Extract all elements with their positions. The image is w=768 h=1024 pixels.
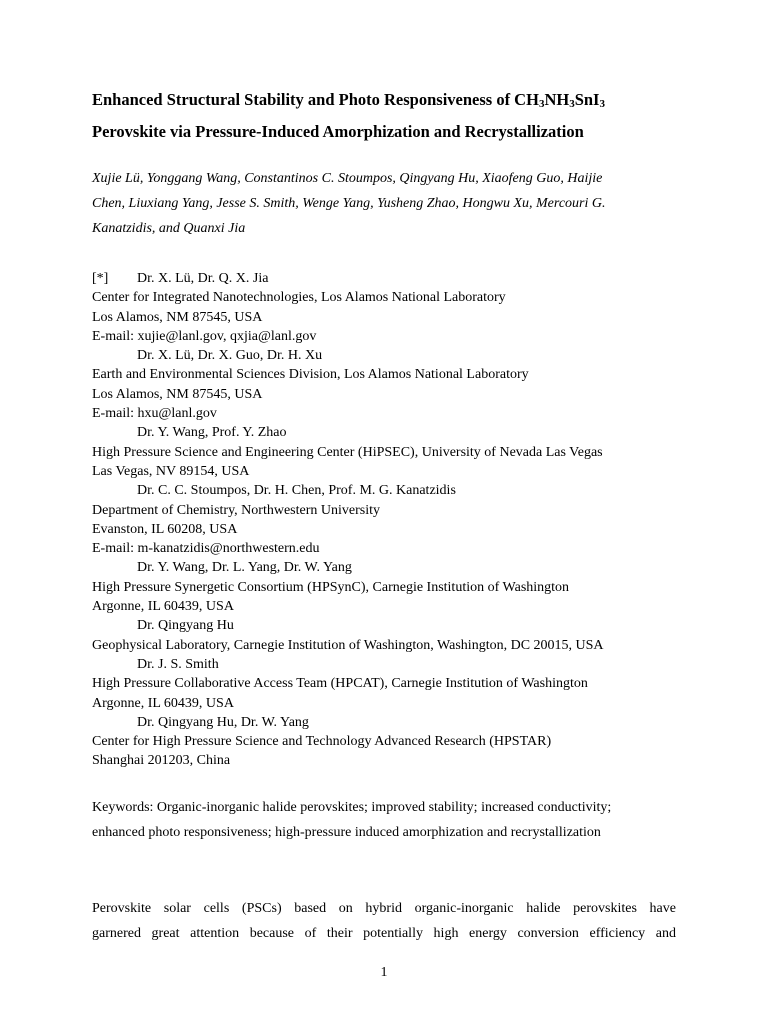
affiliation-address-line	[92, 385, 712, 404]
affiliation-text: Department of Chemistry, Northwestern University	[92, 502, 380, 518]
affiliation-text: Las Vegas, NV 89154, USA	[92, 463, 250, 479]
body-paragraph	[92, 896, 676, 946]
body-line: Perovskite solar cells (PSCs) based on hybrid organic-inorganic halide perovskites have	[92, 901, 676, 916]
affiliation-text: Los Alamos, NM 87545, USA	[92, 386, 263, 402]
affiliation-text: Dr. Y. Wang, Dr. L. Yang, Dr. W. Yang	[137, 560, 352, 576]
keywords-line: enhanced photo responsiveness; high-pressure induced amorphization and recrystallization	[92, 825, 601, 840]
formula-subscript: 3	[599, 98, 605, 110]
affiliation-names-line	[92, 616, 712, 635]
affiliation-text: High Pressure Science and Engineering Center (HiPSEC), University of Nevada Las Vegas	[92, 444, 603, 460]
affiliation-address-line	[92, 539, 712, 558]
affiliation-text: Evanston, IL 60208, USA	[92, 521, 238, 537]
affiliation-address-line	[92, 597, 712, 616]
title-line-1: Enhanced Structural Stability and Photo Responsiveness of $CH_3NH_3SnI_3$	[92, 90, 605, 110]
affiliation-names-line	[92, 346, 712, 365]
affiliation-address-line	[92, 404, 712, 423]
affiliation-address-line	[92, 674, 712, 693]
affiliation-text: Dr. Y. Wang, Prof. Y. Zhao	[137, 425, 287, 441]
affiliation-names-line	[92, 713, 712, 732]
affiliation-text: Dr. J. S. Smith	[137, 656, 219, 672]
affiliation-text: Shanghai 201203, China	[92, 753, 231, 769]
affiliation-text: Dr. Qingyang Hu, Dr. W. Yang	[137, 714, 309, 730]
affiliation-text: Center for High Pressure Science and Technology Advanced Research (HPSTAR)	[92, 734, 552, 750]
affiliation-address-line	[92, 732, 712, 751]
affiliation-text: Geophysical Laboratory, Carnegie Institution of Washington, Washington, DC 20015, USA	[92, 637, 604, 653]
affiliation-address-line	[92, 501, 712, 520]
keywords-block	[92, 795, 712, 845]
affiliation-text: Earth and Environmental Sciences Division, Los Alamos National Laboratory	[92, 367, 529, 383]
formula-subscript: 3	[538, 98, 545, 110]
affiliation-address-line	[92, 578, 712, 597]
affiliation-address-line	[92, 327, 712, 346]
affiliation-names-line	[92, 423, 712, 442]
author-list	[92, 166, 692, 241]
corresponding-marker: [*]	[92, 271, 109, 286]
title-line-2: Perovskite via Pressure-Induced Amorphization and Recrystallization	[92, 122, 584, 141]
formula-subscript: 3	[569, 98, 575, 110]
affiliation-text: Argonne, IL 60439, USA	[92, 599, 234, 615]
author-line: Chen, Liuxiang Yang, Jesse S. Smith, Wenge Yang, Yusheng Zhao, Hongwu Xu, Mercouri G.	[92, 196, 606, 211]
affiliation-text: E-mail: xujie@lanl.gov, qxjia@lanl.gov	[92, 328, 317, 344]
affiliation-text: Dr. Qingyang Hu	[137, 618, 234, 634]
affiliation-text: Dr. X. Lü, Dr. X. Guo, Dr. H. Xu	[137, 348, 323, 364]
affiliation-names-line	[92, 269, 712, 288]
affiliation-text: Center for Integrated Nanotechnologies, Los Alamos National Laboratory	[92, 290, 506, 306]
affiliation-names-line	[92, 655, 712, 674]
affiliation-text: High Pressure Collaborative Access Team (HPCAT), Carnegie Institution of Washington	[92, 676, 588, 692]
paper-title	[92, 84, 692, 148]
formula-part: SnI	[574, 90, 600, 109]
page-number: 1	[380, 965, 388, 980]
affiliation-block	[92, 269, 712, 771]
affiliation-address-line	[92, 694, 712, 713]
author-line: Xujie Lü, Yonggang Wang, Constantinos C. Stoumpos, Qingyang Hu, Xiaofeng Guo, Haijie	[92, 171, 603, 186]
formula-part: NH	[544, 90, 570, 109]
affiliation-text: High Pressure Synergetic Consortium (HPSynC), Carnegie Institution of Washington	[92, 579, 570, 595]
affiliation-text: E-mail: hxu@lanl.gov	[92, 406, 217, 422]
affiliation-address-line	[92, 365, 712, 384]
affiliation-address-line	[92, 751, 712, 770]
affiliation-text: Los Alamos, NM 87545, USA	[92, 309, 263, 325]
affiliation-address-line	[92, 636, 712, 655]
affiliation-text: Dr. X. Lü, Dr. Q. X. Jia	[137, 271, 269, 286]
affiliation-names-line	[92, 481, 712, 500]
affiliation-address-line	[92, 308, 712, 327]
affiliation-names-line	[92, 558, 712, 577]
affiliation-text: E-mail: m-kanatzidis@northwestern.edu	[92, 541, 320, 557]
affiliation-address-line	[92, 443, 712, 462]
keywords-line: Keywords: Organic-inorganic halide perovskites; improved stability; increased conductivity;	[92, 800, 612, 815]
body-line: garnered great attention because of their potentially high energy conversion efficiency and	[92, 926, 676, 941]
affiliation-address-line	[92, 462, 712, 481]
affiliation-text: Dr. C. C. Stoumpos, Dr. H. Chen, Prof. M. G. Kanatzidis	[137, 483, 456, 499]
author-line: Kanatzidis, and Quanxi Jia	[92, 221, 246, 236]
affiliation-address-line	[92, 520, 712, 539]
affiliation-text: Argonne, IL 60439, USA	[92, 695, 234, 711]
affiliation-address-line	[92, 288, 712, 307]
